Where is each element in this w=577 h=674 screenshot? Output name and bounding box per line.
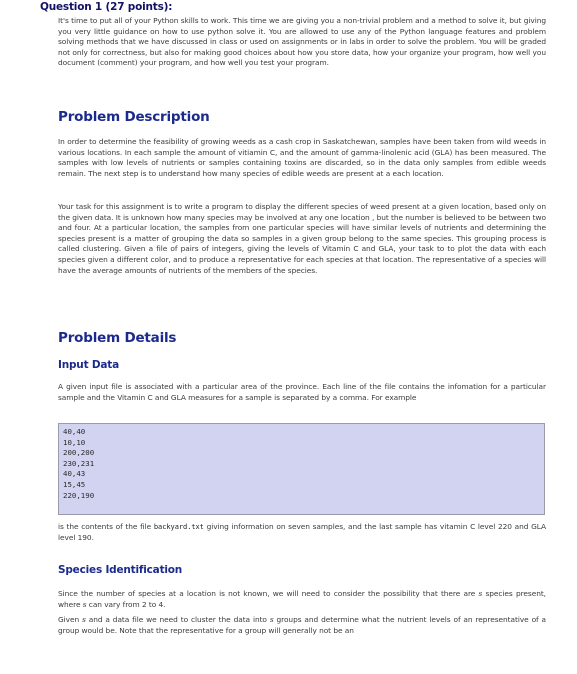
code-line: 230,231 — [63, 458, 95, 468]
var-s: s — [82, 615, 86, 624]
species-identification-heading: Species Identification — [58, 564, 183, 576]
problem-description-heading-block — [58, 109, 546, 125]
species-para2-text-a: Given — [58, 615, 83, 624]
problem-description-heading: Problem Description — [58, 109, 210, 125]
problem-description-paragraph-2: Your task for this assignment is to write a program to display the different species of weed present at a given location, based only on the given data. It is unknown how many species may be involved at any one location , but the number is believed to be between two and four. At a particular location, the samples from one particular species will have similar levels of nutrients and determining the species present is a matter of grouping the data so samples in a given group belong to the same species. This grouping process is called clustering. Given a file of pairs of integers, giving the levels of Vitamin C and GLA, your task to to plot the data with each species given a different color, and to produce a representative for each species at that location. The representative of a species will have the average amounts of nutrients of the members of the species. — [58, 202, 546, 275]
species-identification-paragraph-1 — [58, 589, 546, 610]
code-line: 220,190 — [63, 490, 95, 500]
var-s: s — [82, 599, 87, 609]
species-identification-heading-block — [58, 564, 546, 576]
var-s: s — [269, 615, 274, 624]
problem-details-heading: Problem Details — [58, 330, 177, 346]
problem-details-heading-block — [58, 330, 546, 346]
question-title: Question 1 (27 points): — [40, 1, 173, 13]
problem-description-para1-block — [58, 137, 546, 179]
file-description-text-post: giving information on seven samples, and the last sample has vitamin C level 220 and GLA level 190. — [58, 522, 546, 542]
filename-code: backyard.txt — [153, 523, 204, 531]
problem-description-paragraph-1: In order to determine the feasibility of growing weeds as a cash crop in Saskatchewan, samples have been taken from wild weeds in various locations. In each sample the amount of vitiamin C, and the amount of gamma-linolenic acid (GLA) has been measured. The samples with low levels of nutrients or samples containing toxins are discarded, so in the data only samples from edible weeds remain. The next step is to understand how many species of edible weeds are present at a each location. — [58, 137, 546, 178]
input-data-heading-block — [58, 359, 546, 371]
example-data-codebox — [58, 423, 545, 515]
input-data-heading: Input Data — [58, 359, 119, 371]
species-para2-text-b: and a data file we need to cluster the data into — [85, 615, 270, 624]
problem-description-para2-block — [58, 202, 546, 276]
code-line: 15,45 — [63, 479, 86, 489]
code-line: 200,200 — [63, 448, 95, 458]
var-s: s — [478, 589, 483, 598]
species-para2-block — [58, 615, 546, 636]
species-para2-text-c: groups and determine what the nutrient levels of an representative of a group would be. Note that the representative for a group will generally not be an — [58, 615, 546, 635]
input-data-paragraph: A given input file is associated with a particular area of the province. Each line of the file contains the infomation for a particular sample and the Vitamin C and GLA measures for a sample is separated by a comma. For example — [58, 382, 546, 402]
code-line: 40,40 — [63, 427, 86, 436]
file-description-block — [58, 522, 546, 543]
species-para1-text-a: Since the number of species at a location is not known, we will need to consider the possibility that there are — [58, 589, 479, 598]
species-para1-text-c: can vary from 2 to 4. — [86, 599, 166, 609]
code-line: 10,10 — [63, 437, 86, 447]
intro-paragraph-block — [58, 16, 546, 69]
input-data-paragraph-block — [58, 382, 546, 403]
species-para1-text-b: species present, where — [58, 589, 546, 609]
species-identification-paragraph-2 — [58, 615, 546, 636]
intro-paragraph: It's time to put all of your Python skills to work. This time we are giving you a non-trivial problem and a method to solve it, but giving you very little guidance on how to use python solve it. You are allowed to use any of the Python language features and problem solving methods that we have discussed in class or used on assignments or in labs in order to solve the problem. You will be graded not only for correctness, but also for making good choices about how you store data, how your organize your program, how well you document (comment) your program, and how well you test your program. — [58, 16, 546, 68]
file-description-paragraph — [58, 522, 546, 543]
code-line: 40,43 — [63, 469, 86, 479]
file-description-text-pre: is the contents of the file — [58, 522, 154, 531]
species-para1-block — [58, 589, 546, 610]
